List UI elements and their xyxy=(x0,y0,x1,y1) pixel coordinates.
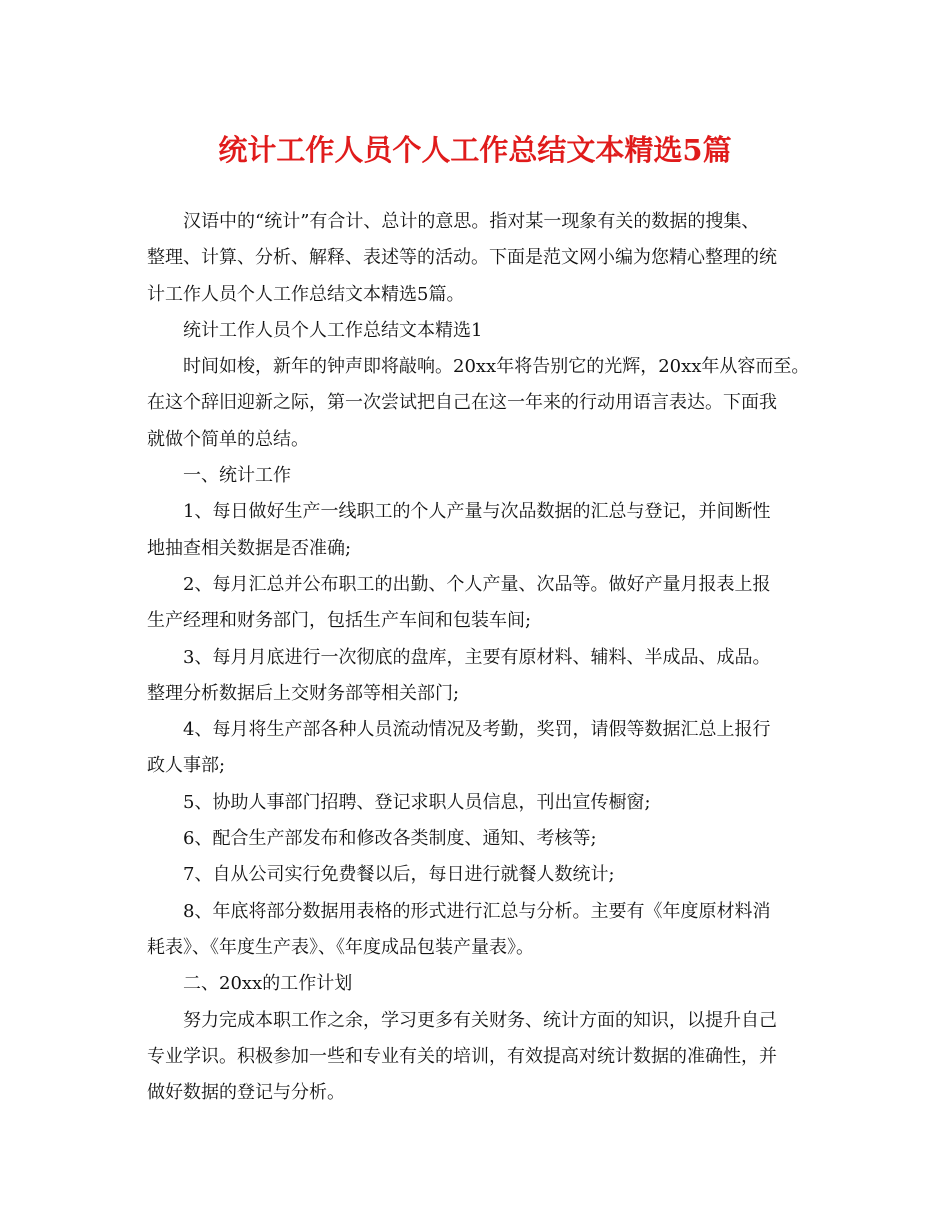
section-heading: 一、统计工作 xyxy=(183,465,291,487)
list-item-line: 3、每月月底进行一次彻底的盘库，主要有原材料、辅料、半成品、成品。 xyxy=(183,646,771,668)
list-item-line: 耗表》、《年度生产表》、《年度成品包装产量表》。 xyxy=(147,936,534,958)
document-title: 统计工作人员个人工作总结文本精选5篇 xyxy=(218,133,732,167)
list-item-line: 1、每日做好生产一线职工的个人产量与次品数据的汇总与登记，并间断性 xyxy=(183,501,771,523)
list-item-line: 整理分析数据后上交财务部等相关部门; xyxy=(147,682,460,704)
list-item-line: 7、自从公司实行免费餐以后，每日进行就餐人数统计; xyxy=(183,864,615,886)
paragraph-line: 就做个简单的总结。 xyxy=(147,428,309,450)
paragraph-line: 时间如梭，新年的钟声即将敲响。20xx年将告别它的光辉，20xx年从容而至。 xyxy=(183,356,810,378)
section-heading: 二、20xx的工作计划 xyxy=(183,973,353,995)
list-item-line: 8、年底将部分数据用表格的形式进行汇总与分析。主要有《年度原材料消 xyxy=(183,900,771,922)
paragraph-line: 专业学识。积极参加一些和专业有关的培训，有效提高对统计数据的准确性，并 xyxy=(147,1045,777,1067)
list-item-line: 生产经理和财务部门，包括生产车间和包装车间; xyxy=(147,610,532,632)
list-item-line: 地抽查相关数据是否准确; xyxy=(147,537,352,559)
list-item-line: 4、每月将生产部各种人员流动情况及考勤，奖罚，请假等数据汇总上报行 xyxy=(183,719,771,741)
paragraph-line: 计工作人员个人工作总结文本精选5篇。 xyxy=(147,283,465,305)
paragraph-line: 努力完成本职工作之余，学习更多有关财务、统计方面的知识，以提升自己 xyxy=(183,1009,777,1031)
document-body xyxy=(147,204,827,1111)
list-item-line: 2、每月汇总并公布职工的出勤、个人产量、次品等。做好产量月报表上报 xyxy=(183,573,771,595)
paragraph-line: 汉语中的“统计”有合计、总计的意思。指对某一现象有关的数据的搜集、 xyxy=(183,211,760,232)
list-item-line: 5、协助人事部门招聘、登记求职人员信息，刊出宣传橱窗; xyxy=(183,791,651,813)
section-heading: 统计工作人员个人工作总结文本精选1 xyxy=(183,319,483,341)
paragraph-line: 整理、计算、分析、解释、表述等的活动。下面是范文网小编为您精心整理的统 xyxy=(147,247,777,269)
paragraph-line: 做好数据的登记与分析。 xyxy=(147,1082,345,1104)
list-item-line: 政人事部; xyxy=(147,755,226,777)
paragraph-line: 在这个辞旧迎新之际，第一次尝试把自己在这一年来的行动用语言表达。下面我 xyxy=(147,392,777,414)
list-item-line: 6、配合生产部发布和修改各类制度、通知、考核等; xyxy=(183,828,597,850)
